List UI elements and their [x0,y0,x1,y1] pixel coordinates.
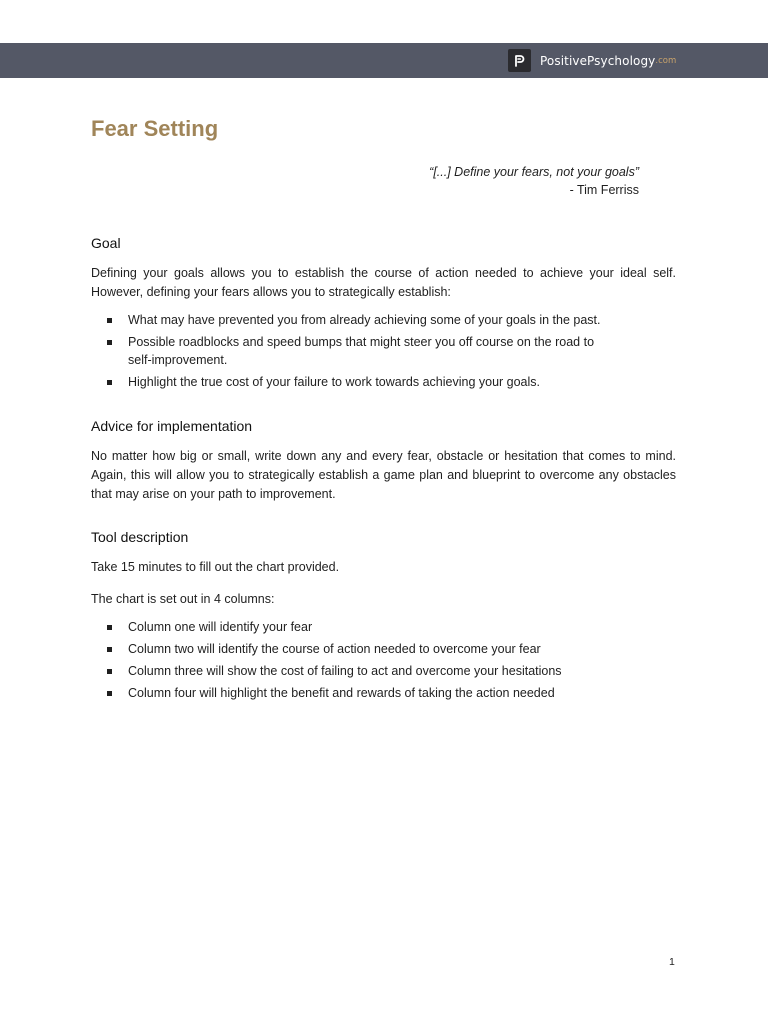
bullet-square-icon [107,647,112,652]
goal-heading: Goal [91,235,121,251]
bullet-square-icon [107,380,112,385]
brand-tld: .com [655,55,677,66]
page-title: Fear Setting [91,116,219,141]
list-item [91,311,608,329]
quote-author: - Tim Ferriss [569,183,639,197]
bullet-square-icon [107,318,112,323]
bullet-square-icon [107,340,112,345]
advice-paragraph: No matter how big or small, write down any and every fear, obstacle or hesitation that comes to mind. Again, this will allow you to strategically establish a game plan and blueprint to overcome any obstacles that may arise on your path to improvement. [91,449,676,501]
list-item [91,333,608,369]
list-item [91,684,608,702]
tool-paragraph-2: The chart is set out in 4 columns: [91,592,275,606]
list-item-text: What may have prevented you from already achieving some of your goals in the past. [128,313,601,327]
tool-bullet-list [91,618,676,706]
brand[interactable] [508,49,676,72]
list-item-text: Column three will show the cost of failing to act and overcome your hesitations [128,664,562,678]
quote [429,163,639,199]
p-logo-icon [508,49,531,72]
advice-heading: Advice for implementation [91,418,253,434]
list-item-text: Highlight the true cost of your failure to work towards achieving your goals. [128,375,541,389]
list-item [91,640,608,658]
brand-name: PositivePsychology [540,53,656,68]
list-item [91,662,608,680]
bullet-square-icon [107,691,112,696]
list-item [91,618,608,636]
bullet-square-icon [107,625,112,630]
tool-paragraph-1: Take 15 minutes to fill out the chart provided. [91,560,340,574]
list-item-text: Column four will highlight the benefit and rewards of taking the action needed [128,686,555,700]
list-item-text: Column one will identify your fear [128,620,313,634]
list-item-text: Possible roadblocks and speed bumps that might steer you off course on the road to self-improvement. [128,335,595,367]
list-item [91,373,608,391]
goal-paragraph: Defining your goals allows you to establish the course of action needed to achieve your ideal self. However, defining your fears allows you to strategically establish: [91,266,676,299]
goal-bullet-list [91,311,676,395]
bullet-square-icon [107,669,112,674]
header-bar [0,43,768,78]
tool-heading: Tool description [91,529,189,545]
page-number: 1 [669,956,675,968]
list-item-text: Column two will identify the course of action needed to overcome your fear [128,642,541,656]
quote-text: “[...] Define your fears, not your goals” [429,165,639,179]
